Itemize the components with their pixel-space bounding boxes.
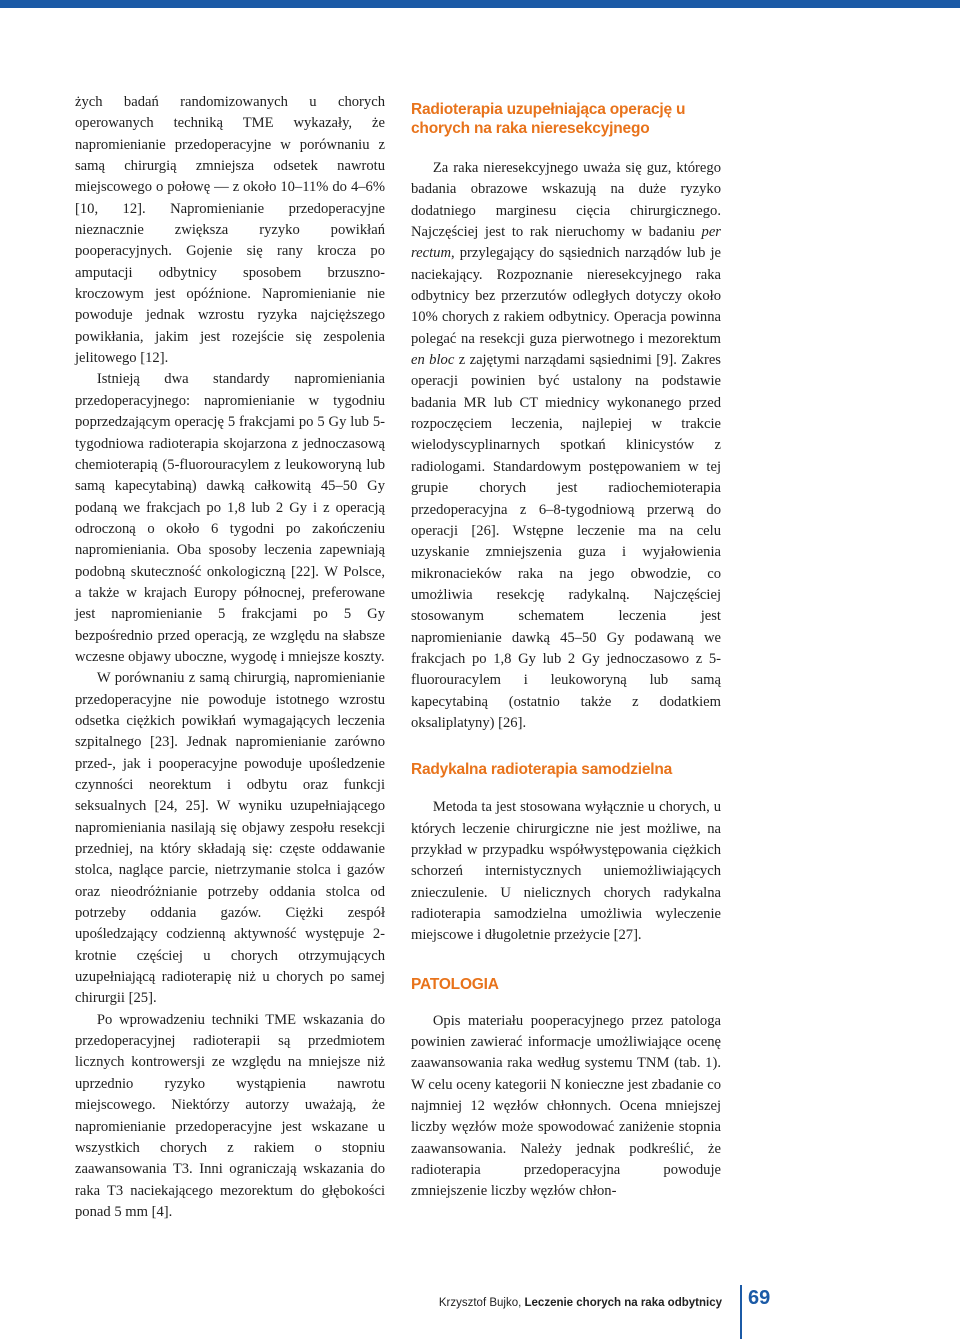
right-column [411,92,721,1203]
paragraph: żych badań randomizowanych u chorych operowanych techniką TME wykazały, że napromienianie przedoperacyjne w porównaniu z samą chirurgią zmniejsza odsetek nawrotu miejscowego o połowę — z około 10–11% do 4–6% [10, 12]. Napromienianie przedoperacyjne nieznacznie zwiększa ryzyko powikłań pooperacyjnych. Gojenie się rany krocza po amputacji odbytnicy sposobem brzuszno-kroczowym jest opóźnione. Napromienianie nie powoduje jednak wzrostu ryzyka najcięższego powikłania, jakim jest rozejście się zespolenia jelitowego [12]. [75,94,385,367]
italic-term: en bloc [411,352,455,369]
italic-term: per rectum [411,224,721,262]
text-run: z zajętymi narządami sąsiednimi [9]. Zakres operacji powinien być ustalony na podstawie badania MR lub CT miednicy wykonanego przed rozpoczęciem leczenia, najlepiej w trakcie wielodyscyplinarnych spotkań klinicystów z radiologami. Standardowym postępowaniem w tej grupie chorych jest radiochemioterapia przedoperacyjna z 6–8-tygodniową przerwą do operacji [26]. Wstępne leczenie ma na celu uzyskanie zmniejszenia guza i wyjałowienia mikronacieków raka na jego obwodzie, co umożliwia resekcję radykalną. Najczęściej stosowanym schematem leczenia jest napromienianie dawką 45–50 Gy podawaną we frakcjach po 1,8 Gy lub 2 Gy jednoczasowo z 5-fluorouracylem i leukoworyną lub samą kapecytabiną (ostatnio także z dodatkiem oksaliplatyny) [26]. [411,352,721,731]
footer-title: Leczenie chorych na raka odbytnicy [524,1297,722,1309]
paragraph: Istnieją dwa standardy napromieniania przedoperacyjnego: napromienianie w tygodniu poprzedzającym operację 5 frakcjami po 5 Gy lub 5-tygodniowa radioterapia skojarzona z jednoczasową chemioterapią (5-fluorouracylem z leukoworyną lub samą kapecytabiną) dawką całkowitą 45–50 Gy podaną we frakcjach po 1,8 lub 2 Gy i z operacją odroczoną o około 6 tygodni po zakończeniu napromieniania. Oba sposoby leczenia zapewniają podobną skuteczność onkologiczną [22]. W Polsce, a także w krajach Europy północnej, preferowane jest napromienianie 5 frakcjami po 5 Gy bezpośrednio przed operacją, ze względu na słabsze wczesne objawy uboczne, wygodę i mniejsze koszty. [75,371,385,665]
text-run: Za raka nieresekcyjnego uważa się guz, którego badania obrazowe wskazują na duże ryzyko dodatniego marginesu cięcia chirurgicznego. Najczęściej jest to rak nieruchomy w badaniu [411,160,721,241]
paragraph: Po wprowadzeniu techniki TME wskazania do przedoperacyjnej radioterapii są przedmiotem licznych kontrowersji ze względu na mniejsze niż uprzednio ryzyko wystąpienia nawrotu miejscowego. Niektórzy autorzy uważają, że napromienianie przedoperacyjne jest wskazane u wszystkich chorych z rakiem o stopniu zaawansowania T3. Inni ograniczają wskazania do raka T3 naciekającego mezorektum do głębokości ponad 5 mm [4]. [75,1011,385,1220]
footer-divider [740,1285,742,1339]
paragraph [411,158,721,734]
paragraph: W porównaniu z samą chirurgią, napromienianie przedoperacyjne nie powoduje istotnego wzrostu odsetka ciężkich powikłań wymagających leczenia szpitalnego [23]. Jednak napromienianie zarówno przed-, jak i pooperacyjne powoduje upośledzenie czynności neorektum i odbytu oraz funkcji seksualnych [24, 25]. W wyniku uzupełniającego napromieniania nasilają się objawy zespołu resekcji przedniej, na który składają się: częste oddawanie stolca, naglące parcie, nietrzymanie stolca i gazów oraz nieodróżnianie potrzeby oddania stolca od potrzeby oddania gazów. Ciężki zespół upośledzający codzienną aktywność występuje 2-krotnie częściej u chorych otrzymujących uzupełniającą radioterapię niż u chorych po samej chirurgii [25]. [75,670,385,1007]
left-column [75,92,385,1223]
paragraph: Opis materiału pooperacyjnego przez patologa powinien zawierać informacje umożliwiające ocenę zaawansowania raka według systemu TNM (tab. 1). W celu oceny kategorii N konieczne jest zbadanie co najmniej 12 węzłów chłonnych. Ocena mniejszej liczby węzłów może spowodować zaniżenie stopnia zaawansowania. Należy jednak podkreślić, że radioterapia przedoperacyjna powoduje zmniejszenie liczby węzłów chłon- [411,1012,721,1200]
footer-author: Krzysztof Bujko, [438,1297,525,1309]
top-color-bar [0,0,960,8]
running-footer [439,1297,722,1309]
page-number: 69 [748,1287,771,1309]
text-run: , przylegający do sąsiednich narządów lub je naciekający. Rozpoznanie nieresekcyjnego raka odbytnicy bez przerzutów odległych dotyczy około 10% chorych z rakiem odbytnicy. Operacja powinna polegać na resekcji guza pierwotnego i mezorektum [411,245,721,347]
paragraph: Metoda ta jest stosowana wyłącznie u chorych, u których leczenie chirurgiczne nie jest możliwe, na przykład w przypadku współwystępowania ciężkich schorzeń internistycznych uniemożliwiających znieczulenie. U nielicznych chorych radykalna radioterapia samodzielna umożliwia wyleczenie miejscowe i długoletnie przeżycie [27]. [411,799,721,944]
section-heading: Radykalna radioterapia samodzielna [411,761,673,779]
section-heading: PATOLOGIA [411,975,499,993]
section-heading: Radioterapia uzupełniająca operację u chorych na raka nieresekcyjnego [411,101,686,137]
